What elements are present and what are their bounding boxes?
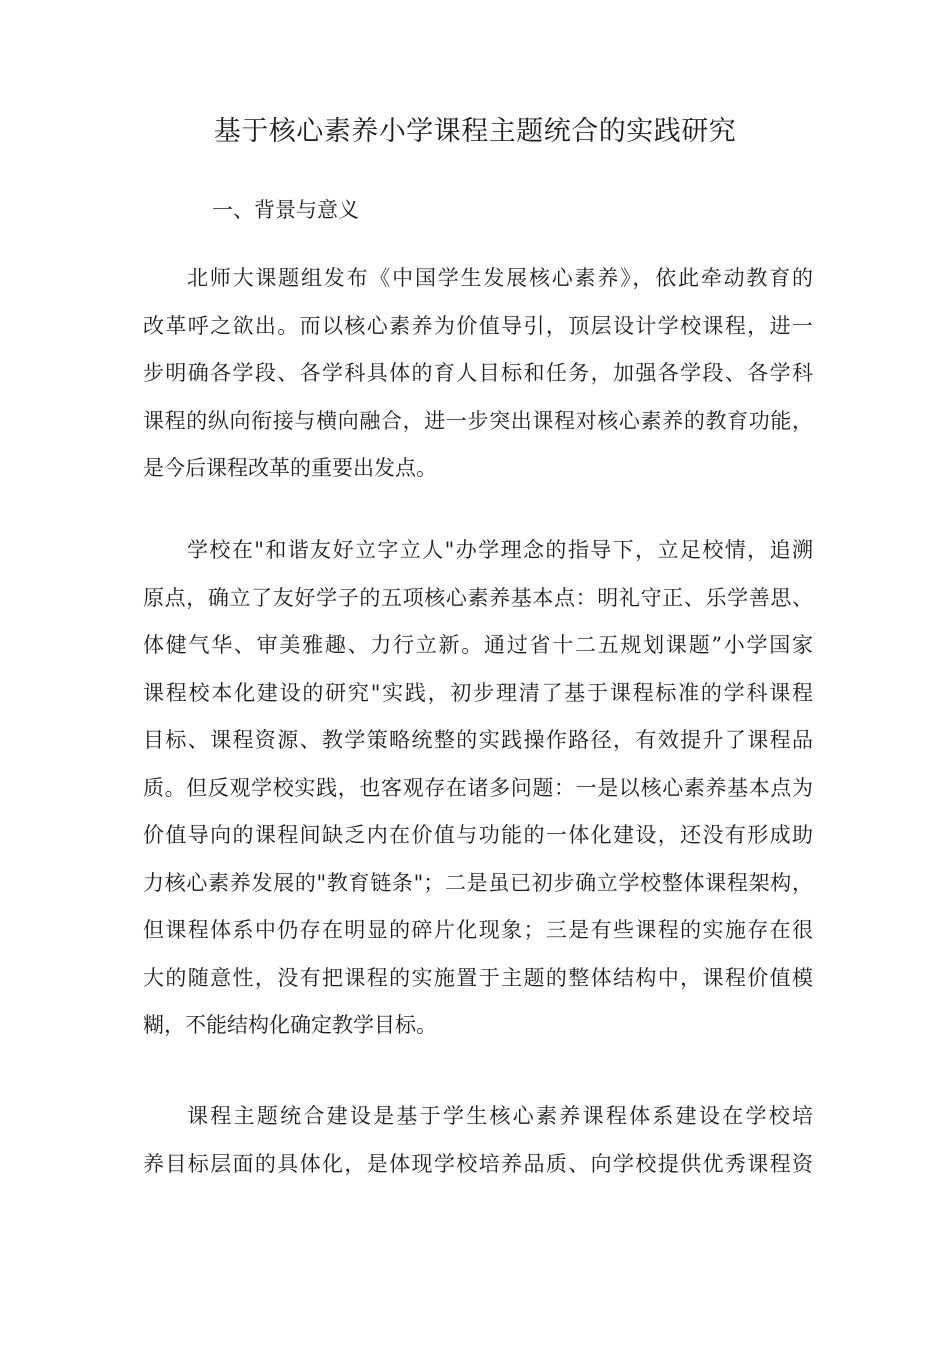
paragraph-line: 是今后课程改革的重要出发点。 bbox=[143, 456, 437, 480]
paragraph-line: 质。但反观学校实践，也客观存在诸多问题：一是以核心素养基本点为 bbox=[143, 775, 813, 800]
paragraph-line: 体健气华、审美雅趣、力行立新。通过省十二五规划课题”小学国家 bbox=[143, 633, 813, 657]
paragraph-line: 价值导向的课程间缺乏内在价值与功能的一体化建设，还没有形成助 bbox=[143, 823, 813, 847]
paragraph-line: 糊，不能结构化确定教学目标。 bbox=[143, 1013, 437, 1037]
paragraph-line: 大的随意性，没有把课程的实施置于主题的整体结构中，课程价值模 bbox=[143, 965, 813, 990]
document-title: 基于核心素养小学课程主题统合的实践研究 bbox=[213, 116, 737, 147]
paragraph-line: 步明确各学段、各学科具体的育人目标和任务，加强各学段、各学科 bbox=[143, 361, 813, 385]
paragraph-line: 目标、课程资源、教学策略统整的实践操作路径，有效提升了课程品 bbox=[143, 728, 813, 752]
paragraph-line: 课程的纵向衔接与横向融合，进一步突出课程对核心素养的教育功能， bbox=[143, 408, 813, 433]
paragraph-line: 学校在"和谐友好立字立人"办学理念的指导下，立足校情，追溯 bbox=[187, 538, 813, 562]
paragraph-line: 养目标层面的具体化，是体现学校培养品质、向学校提供优秀课程资 bbox=[143, 1151, 813, 1176]
paragraph-school-practice bbox=[143, 527, 813, 1050]
paragraph-line: 课程校本化建设的研究"实践，初步理清了基于课程标准的学科课程 bbox=[143, 680, 813, 705]
section-heading: 一、背景与意义 bbox=[212, 198, 359, 222]
paragraph-line: 课程主题统合建设是基于学生核心素养课程体系建设在学校培 bbox=[187, 1104, 813, 1128]
paragraph-theme-integration bbox=[143, 1093, 813, 1188]
paragraph-line: 北师大课题组发布《中国学生发展核心素养》，依此牵动教育的 bbox=[187, 266, 813, 290]
paragraph-line: 力核心素养发展的"教育链条"；二是虽已初步确立学校整体课程架构， bbox=[143, 870, 813, 895]
paragraph-line: 改革呼之欲出。而以核心素养为价值导引，顶层设计学校课程，进一 bbox=[143, 313, 813, 338]
paragraph-line: 但课程体系中仍存在明显的碎片化现象；三是有些课程的实施存在很 bbox=[143, 918, 813, 942]
paragraph-background bbox=[143, 255, 813, 493]
paragraph-line: 原点，确立了友好学子的五项核心素养基本点：明礼守正、乐学善思、 bbox=[143, 585, 813, 610]
